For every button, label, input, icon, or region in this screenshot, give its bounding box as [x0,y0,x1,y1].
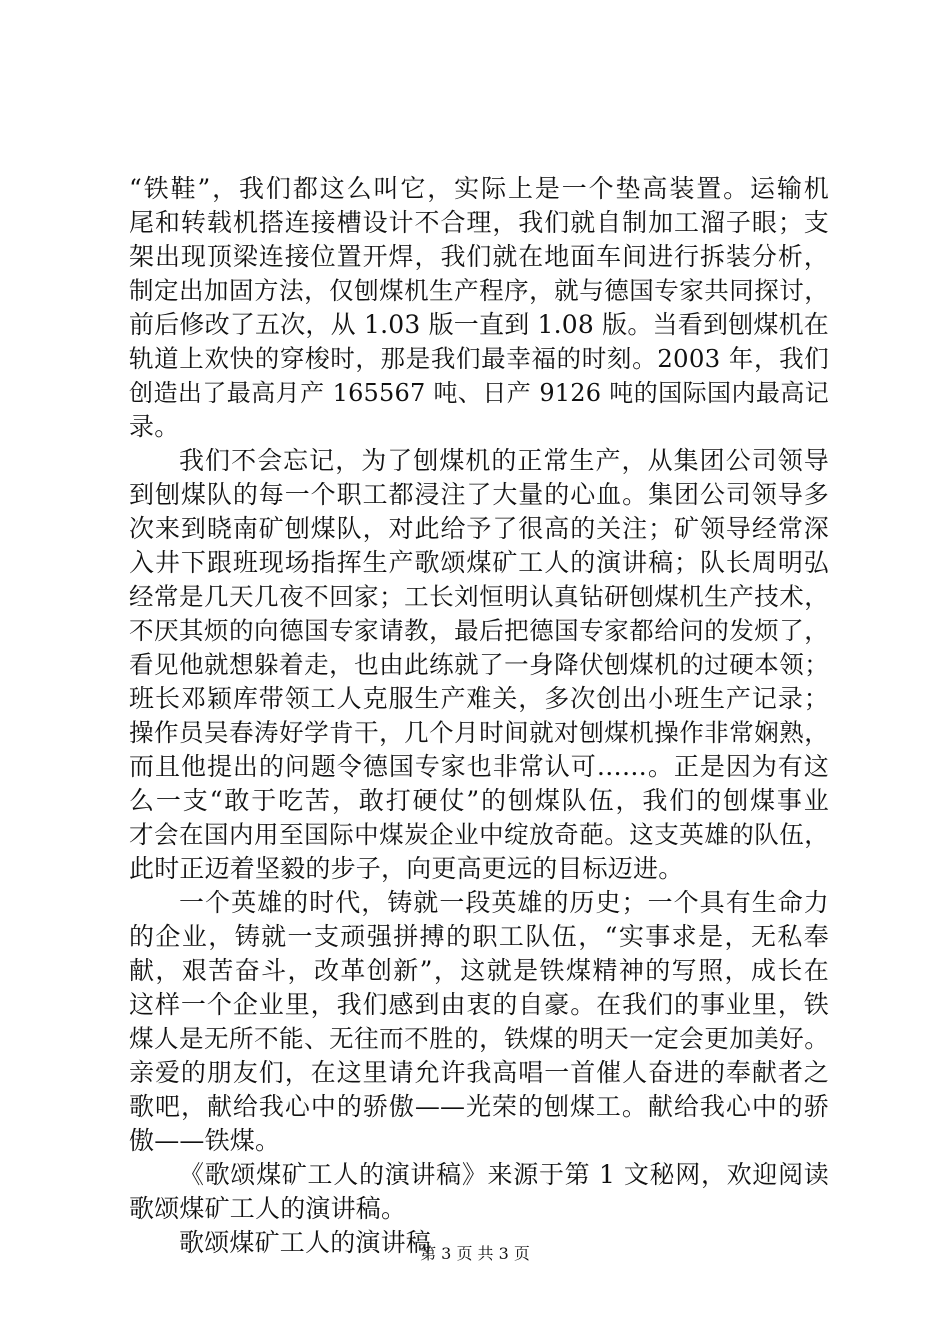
text-line: 制定出加固方法，仅刨煤机生产程序，就与德国专家共同探讨， [129,276,829,305]
text-line: 亲爱的朋友们，在这里请允许我高唱一首催人奋进的奉献者之 [129,1058,829,1087]
text-line: 轨道上欢快的穿梭时，那是我们最幸福的时刻。2003 年，我们 [129,344,829,373]
text-line: 煤人是无所不能、无往而不胜的，铁煤的明天一定会更加美好。 [129,1024,829,1053]
text-line: 一个英雄的时代，铸就一段英雄的历史；一个具有生命力 [179,888,829,917]
text-line: “铁鞋”，我们都这么叫它，实际上是一个垫高装置。运输机 [129,174,829,203]
closing-title: 歌颂煤矿工人的演讲稿 [179,1228,432,1257]
text-line: 才会在国内用至国际中煤炭企业中绽放奇葩。这支英雄的队伍， [129,820,829,849]
paragraph-4 [129,1158,829,1226]
text-line: 这样一个企业里，我们感到由衷的自豪。在我们的事业里，铁 [129,990,829,1019]
text-line: 入井下跟班现场指挥生产歌颂煤矿工人的演讲稿；队长周明弘 [129,548,829,577]
text-line: 前后修改了五次，从 1.03 版一直到 1.08 版。当看到刨煤机在 [129,310,829,339]
text-line: 歌吧，献给我心中的骄傲——光荣的刨煤工。献给我心中的骄 [129,1092,829,1121]
text-line: 看见他就想躲着走，也由此练就了一身降伏刨煤机的过硬本领； [129,650,829,679]
text-line: 架出现顶梁连接位置开焊，我们就在地面车间进行拆装分析， [129,242,829,271]
document-body [129,172,829,1260]
text-line: 《歌颂煤矿工人的演讲稿》来源于第 1 文秘网，欢迎阅读 [179,1160,829,1189]
text-line: 歌颂煤矿工人的演讲稿。 [129,1194,407,1223]
text-line: 不厌其烦的向德国专家请教，最后把德国专家都给问的发烦了， [129,616,829,645]
text-line: 我们不会忘记，为了刨煤机的正常生产，从集团公司领导 [179,446,829,475]
text-line: 此时正迈着坚毅的步子，向更高更远的目标迈进。 [129,854,684,883]
text-line: 到刨煤队的每一个职工都浸注了大量的心血。集团公司领导多 [129,480,829,509]
text-line: 录。 [129,412,180,441]
paragraph-2 [129,444,829,886]
text-line: 班长邓颖库带领工人克服生产难关，多次创出小班生产记录； [129,684,829,713]
text-line: 么一支“敢于吃苦，敢打硬仗”的刨煤队伍，我们的刨煤事业 [129,786,829,815]
text-line: 傲——铁煤。 [129,1126,281,1155]
page-number-footer: 第 3 页 共 3 页 [420,1244,530,1263]
text-line: 经常是几天几夜不回家；工长刘恒明认真钻研刨煤机生产技术， [129,582,829,611]
text-line: 而且他提出的问题令德国专家也非常认可……。正是因为有这 [129,752,829,781]
text-line: 的企业，铸就一支顽强拼搏的职工队伍，“实事求是，无私奉 [129,922,829,951]
text-line: 尾和转载机搭连接槽设计不合理，我们就自制加工溜子眼；支 [129,208,829,237]
paragraph-3 [129,886,829,1158]
paragraph-1 [129,172,829,444]
text-line: 创造出了最高月产 165567 吨、日产 9126 吨的国际国内最高记 [129,379,829,407]
text-line: 献，艰苦奋斗，改革创新”，这就是铁煤精神的写照，成长在 [129,956,829,985]
text-line: 操作员吴春涛好学肯干，几个月时间就对刨煤机操作非常娴熟， [129,718,829,747]
text-line: 次来到晓南矿刨煤队，对此给予了很高的关注；矿领导经常深 [129,514,829,543]
